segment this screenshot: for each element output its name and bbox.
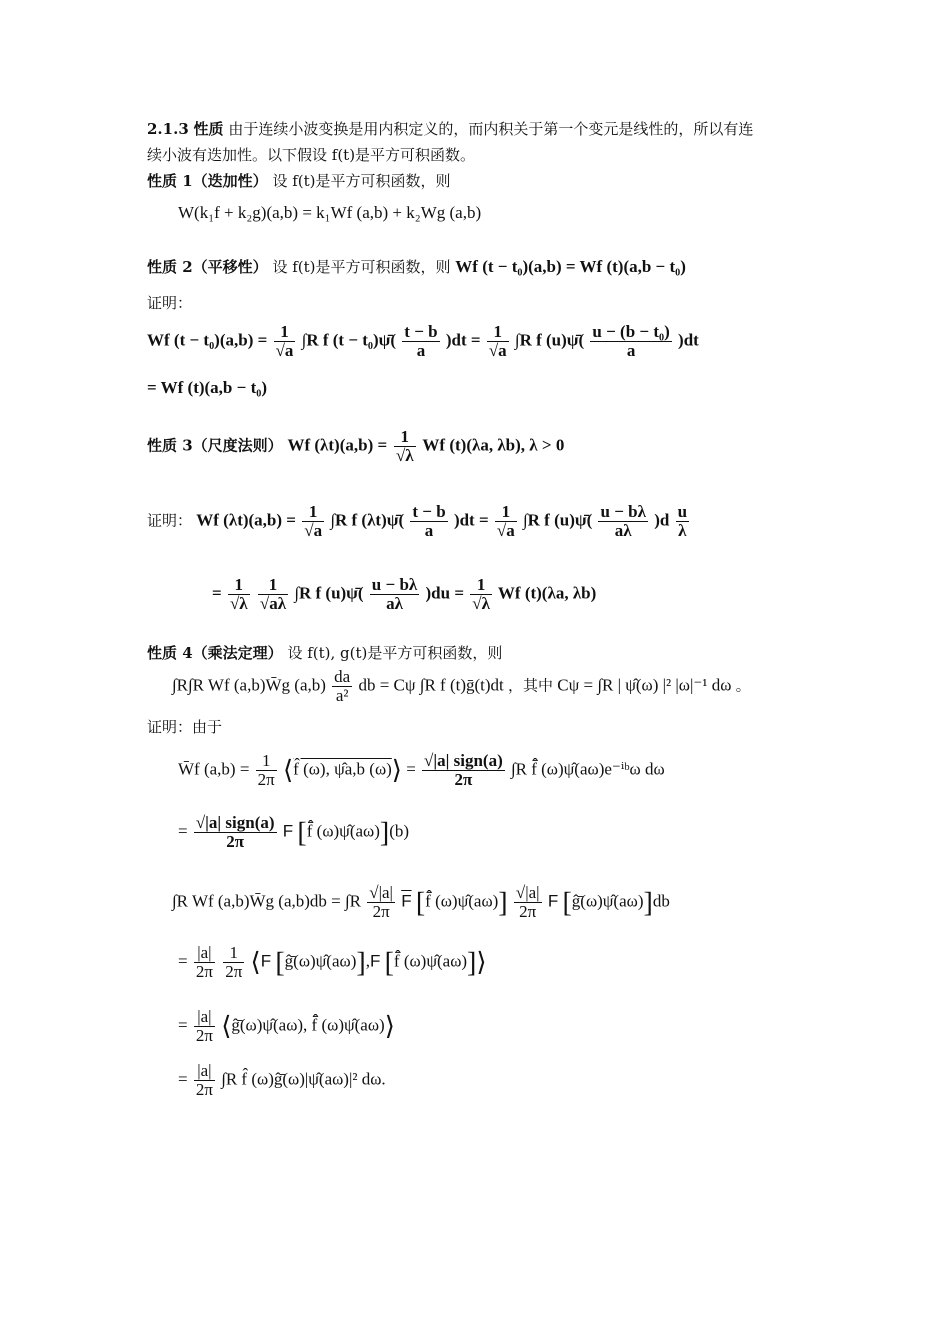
property-1-label: 性质 1（迭加性） [147,172,268,190]
proof-2-lhs: Wf (t − t₀)(a,b) = [147,330,268,350]
integral-term: ∫R f (t − t₀)ψ̄( [301,330,397,350]
fraction: $\frac{1}{√\lambda}$ [395,427,414,465]
property-4-line [147,642,502,663]
intro-text-1: 由于连续小波变换是用内积定义的，而内积关于第一个变元是线性的，所以有连 [228,120,754,138]
section-heading-line [147,118,753,139]
property-2-label: 性质 2（平移性） [147,258,268,276]
proof-4-eq4: = $\frac{|a|}{2\pi}$ $\frac{1}{2\pi}$ ⟨F [ĝ̄(ω)ψ̂(aω)],F [f̂̄ (ω)ψ̂(aω)]⟩ [178,943,487,981]
property-2-formula: Wf (t − t₀)(a,b) = Wf (t)(a,b − t₀) [455,257,686,276]
section-title: 性质 [193,120,224,138]
proof-3-label: 证明： [147,513,193,530]
property-4-label: 性质 4（乘法定理） [147,644,283,662]
proof-4-eq3: ∫R Wf (a,b)W̄g (a,b)db = ∫R $\frac{√|a|}{2\pi}$ $\overline{F}$ [f̂̄ (ω)ψ̂(aω)] $\frac{√|a|}{2\pi}$ F [ĝ̄(ω)ψ̂(aω)]db [172,883,670,921]
integral-term: ∫R f (u)ψ̄( [514,330,585,350]
fraction: $\frac{\text{u − (b − t₀)}}{a}$ [592,322,670,360]
property-2-text: 设 f(t)是平方可积函数，则 [272,258,451,276]
proof-3-eq2: = $\frac{1}{√\lambda}$ $\frac{1}{√a\lambda}$ ∫R f (u)ψ̄( $\frac{u - b\lambda}{a\lambda}$ )du = $\frac{1}{√\lambda}$ Wf (t)(λa, λb) [212,575,597,613]
proof-2-eq1: Wf (t − t₀)(a,b) = $\frac{1}{√a}$ ∫R f (t − t₀)ψ̄( $\frac{t - b}{a}$ )dt = $\frac{1}{√a}$ ∫R f (u)ψ̄( $\frac{\text{u − (b − t₀)}}{a}$ )dt [147,322,699,360]
fraction: $\frac{u}{\lambda}$ [677,502,688,540]
property-4-formula: ∫R∫R Wf (a,b)W̄g (a,b) $\frac{da}{\text{a²}}$ db = Cψ ∫R f (t)ḡ(t)dt ，其中 Cψ = ∫R | ψ̂(ω) |² |ω|⁻¹ dω 。 [172,667,751,705]
fraction: $\frac{t - b}{a}$ [404,322,438,360]
property-3-line: 性质 3（尺度法则） Wf (λt)(a,b) = $\frac{1}{√\lambda}$ Wf (t)(λa, λb), λ > 0 [147,427,565,465]
fraction: $\frac{u - b\lambda}{a\lambda}$ [600,502,646,540]
property-2-line [147,256,686,277]
fraction: $\frac{\text{√|a| sign(a)}}{2\pi}$ [195,813,275,851]
property-1-line [147,170,451,191]
fraction: $\frac{1}{√a\lambda}$ [259,575,287,613]
section-number: 2.1.3 [147,120,189,138]
fraction: $\frac{1}{√\lambda}$ [472,575,490,613]
proof-4-eq5: = $\frac{|a|}{2\pi}$ ⟨ĝ̄(ω)ψ̂(aω), f̂̄ (ω)ψ̂(aω)⟩ [178,1007,395,1045]
fraction: $\frac{|a|}{2\pi}$ [195,1061,213,1099]
proof-4-eq1: W̄f (a,b) = $\frac{1}{2\pi}$ ⟨f̂ (ω), ψ̂a,b (ω)⟩ = $\frac{\text{√|a| sign(a)}}{2\pi}$ ∫R f̂̄ (ω)ψ̂(aω)e⁻ⁱᵇω dω [178,751,665,789]
fraction: $\frac{1}{2\pi}$ [257,751,275,789]
property-4-text: 设 f(t), g(t)是平方可积函数，则 [287,644,503,662]
fraction: $\frac{1}{√\lambda}$ [229,575,248,613]
fraction: $\frac{1}{√a}$ [488,322,507,360]
property-3-label: 性质 3（尺度法则） [147,436,283,455]
fraction: $\frac{t - b}{a}$ [412,502,446,540]
fraction: $\frac{1}{√a}$ [496,502,515,540]
property-1-text: 设 f(t)是平方可积函数，则 [272,172,451,190]
proof-2-label: 证明： [147,294,193,312]
fraction: $\frac{da}{\text{a²}}$ [334,667,351,705]
proof-4-eq2: = $\frac{\text{√|a| sign(a)}}{2\pi}$ F [f̂̄ (ω)ψ̂(aω)](b) [178,813,410,851]
fraction: $\frac{|a|}{2\pi}$ [195,943,213,981]
proof-3-eq1: 证明： Wf (λt)(a,b) = $\frac{1}{√a}$ ∫R f (λt)ψ̄( $\frac{t - b}{a}$ )dt = $\frac{1}{√a}$ ∫R f (u)ψ̄( $\frac{u - b\lambda}{a\lambda}$ )d $\frac{u}{\lambda}$ [147,502,688,540]
fraction: $\frac{|a|}{2\pi}$ [195,1007,213,1045]
fraction: $\frac{1}{√a}$ [275,322,294,360]
fraction: $\frac{\text{√|a| sign(a)}}{2\pi}$ [424,751,503,789]
fraction: $\frac{√|a|}{2\pi}$ [515,883,540,921]
fraction: $\frac{u - b\lambda}{a\lambda}$ [371,575,418,613]
property-1-formula: W(k₁f + k₂g)(a,b) = k₁Wf (a,b) + k₂Wg (a,b) [178,203,482,222]
fraction: $\frac{√|a|}{2\pi}$ [369,883,393,921]
proof-4-eq6: = $\frac{|a|}{2\pi}$ ∫R f̂ (ω)ĝ̄(ω)|ψ̂(aω)|² dω. [178,1061,386,1099]
fraction: $\frac{1}{√a}$ [304,502,323,540]
intro-text-2: 续小波有迭加性。以下假设 f(t)是平方可积函数。 [147,146,476,164]
fraction: $\frac{1}{2\pi}$ [225,943,243,981]
proof-2-eq2: = Wf (t)(a,b − t₀) [147,378,267,397]
proof-4-label: 证明：由于 [147,718,223,736]
